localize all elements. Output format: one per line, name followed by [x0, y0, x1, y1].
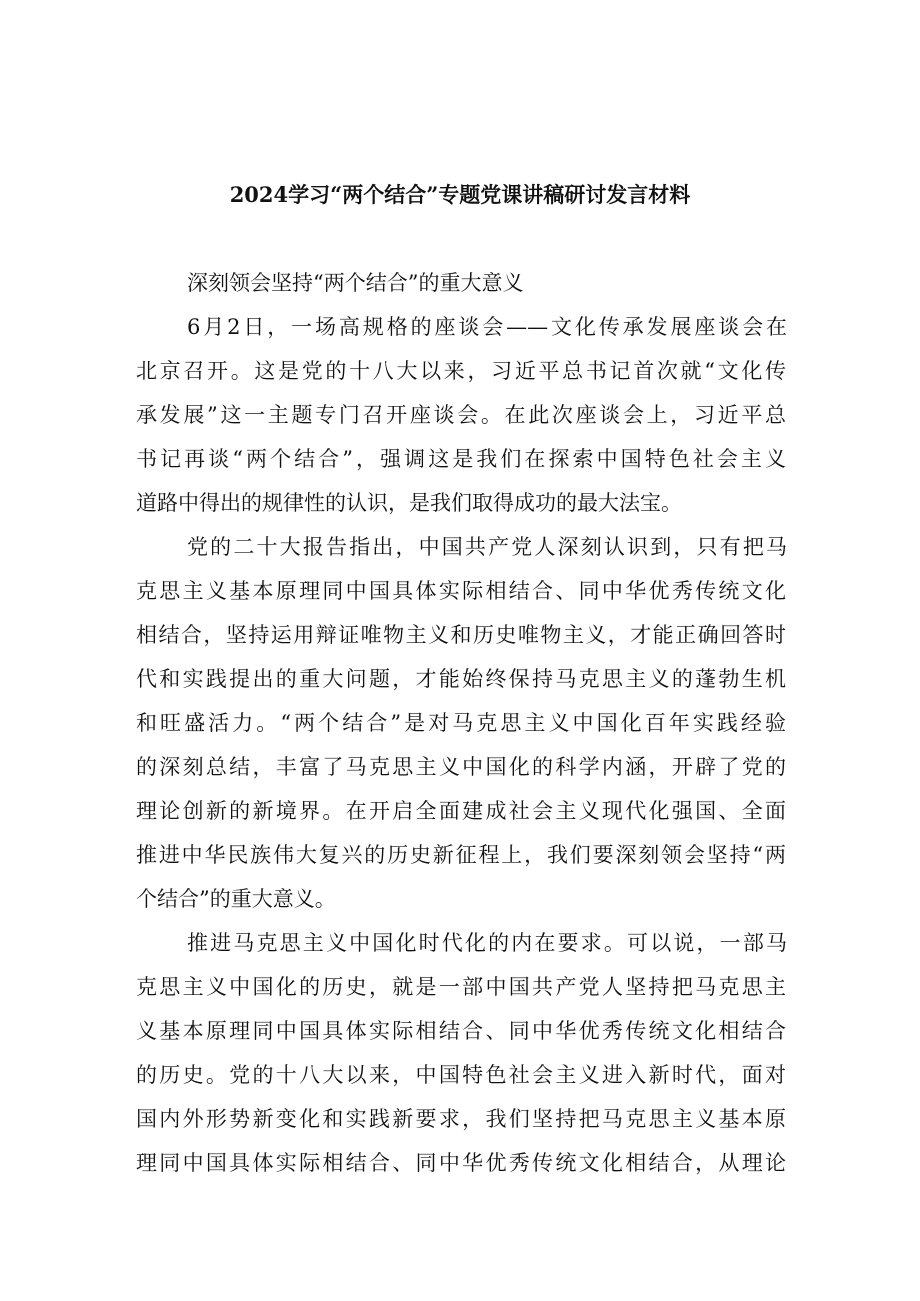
- paragraph-1-line-2: 北京召开。这是党的十八大以来，习近平总书记首次就“文化传: [136, 359, 786, 383]
- paragraph-1-line-1: 6月2日，一场高规格的座谈会——文化传承发展座谈会在: [187, 315, 787, 339]
- paragraph-3-line-1: 推进马克思主义中国化时代化的内在要求。可以说，一部马: [187, 931, 787, 955]
- paragraph-3-line-5: 国内外形势新变化和实践新要求，我们坚持把马克思主义基本原: [136, 1107, 786, 1131]
- paragraph-2-line-2: 克思主义基本原理同中国具体实际相结合、同中华优秀传统文化: [136, 579, 786, 603]
- paragraph-2-line-1: 党的二十大报告指出，中国共产党人深刻认识到，只有把马: [187, 535, 787, 559]
- paragraph-2-line-6: 的深刻总结，丰富了马克思主义中国化的科学内涵，开辟了党的: [136, 755, 786, 779]
- document-title: 2024学习“两个结合”专题党课讲稿研讨发言材料: [229, 182, 691, 207]
- document-subtitle: 深刻领会坚持“两个结合”的重大意义: [187, 271, 524, 295]
- paragraph-3-line-4: 的历史。党的十八大以来，中国特色社会主义进入新时代，面对: [136, 1063, 786, 1087]
- paragraph-1-line-5: 道路中得出的规律性的认识，是我们取得成功的最大法宝。: [136, 491, 682, 515]
- paragraph-3-line-6: 理同中国具体实际相结合、同中华优秀传统文化相结合，从理论: [136, 1151, 786, 1175]
- paragraph-2-line-3: 相结合，坚持运用辩证唯物主义和历史唯物主义，才能正确回答时: [136, 623, 786, 647]
- paragraph-2-line-9: 个结合”的重大意义。: [136, 887, 336, 911]
- paragraph-3-line-3: 义基本原理同中国具体实际相结合、同中华优秀传统文化相结合: [136, 1019, 786, 1043]
- paragraph-2-line-8: 推进中华民族伟大复兴的历史新征程上，我们要深刻领会坚持“两: [136, 843, 786, 867]
- paragraph-2-line-4: 代和实践提出的重大问题，才能始终保持马克思主义的蓬勃生机: [136, 667, 786, 691]
- paragraph-2-line-5: 和旺盛活力。“两个结合”是对马克思主义中国化百年实践经验: [136, 711, 786, 735]
- paragraph-1-line-3: 承发展”这一主题专门召开座谈会。在此次座谈会上，习近平总: [136, 403, 786, 427]
- paragraph-3-line-2: 克思主义中国化的历史，就是一部中国共产党人坚持把马克思主: [136, 975, 786, 999]
- paragraph-2-line-7: 理论创新的新境界。在开启全面建成社会主义现代化强国、全面: [136, 799, 786, 823]
- paragraph-1-line-4: 书记再谈“两个结合”，强调这是我们在探索中国特色社会主义: [136, 447, 786, 471]
